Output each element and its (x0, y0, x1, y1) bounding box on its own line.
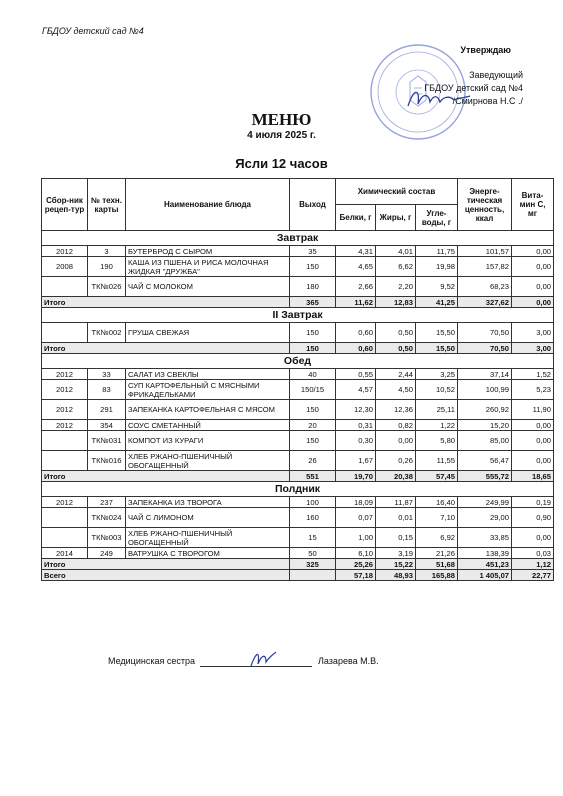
total-cell: 15,50 (416, 343, 458, 354)
table-cell: 150 (290, 257, 336, 277)
col-header-vitamin-c: Вита-мин С, мг (512, 179, 554, 231)
table-cell: 2012 (42, 420, 88, 431)
table-cell: 10,52 (416, 380, 458, 400)
table-cell: 20 (290, 420, 336, 431)
table-cell: 2012 (42, 400, 88, 420)
table-cell: 157,82 (458, 257, 512, 277)
table-cell: 15,50 (416, 323, 458, 343)
total-row (42, 297, 554, 308)
table-cell: 2,44 (376, 369, 416, 380)
total-cell: 555,72 (458, 471, 512, 482)
total-cell: 327,62 (458, 297, 512, 308)
table-cell: ТК№016 (88, 451, 126, 471)
section-title: II Завтрак (42, 308, 554, 323)
table-cell: 260,92 (458, 400, 512, 420)
table-cell: 0,15 (376, 528, 416, 548)
table-cell: ВАТРУШКА С ТВОРОГОМ (126, 548, 290, 559)
menu-table (41, 178, 554, 581)
table-cell: 5,23 (512, 380, 554, 400)
table-cell: 180 (290, 277, 336, 297)
table-cell: 0,82 (376, 420, 416, 431)
table-cell: 0,00 (512, 451, 554, 471)
table-cell: 0,31 (336, 420, 376, 431)
table-cell: 16,40 (416, 497, 458, 508)
table-row (42, 246, 554, 257)
table-cell: 2012 (42, 369, 88, 380)
table-cell: 6,62 (376, 257, 416, 277)
total-label: Итого (42, 559, 290, 570)
table-cell: 11,87 (376, 497, 416, 508)
table-cell: КОМПОТ ИЗ КУРАГИ (126, 431, 290, 451)
total-row (42, 471, 554, 482)
table-row (42, 431, 554, 451)
total-cell: 365 (290, 297, 336, 308)
table-cell: 33,85 (458, 528, 512, 548)
table-cell: ЧАЙ С МОЛОКОМ (126, 277, 290, 297)
table-cell: ТК№026 (88, 277, 126, 297)
table-cell: 0,01 (376, 508, 416, 528)
table-cell: ЗАПЕКАНКА КАРТОФЕЛЬНАЯ С МЯСОМ (126, 400, 290, 420)
total-cell: 12,83 (376, 297, 416, 308)
table-cell: БУТЕРБРОД С СЫРОМ (126, 246, 290, 257)
table-cell: 4,50 (376, 380, 416, 400)
approve-org: ГБДОУ детский сад №4 (424, 83, 523, 93)
grand-total-cell: 165,88 (416, 570, 458, 581)
table-cell: 249,99 (458, 497, 512, 508)
table-cell: 11,75 (416, 246, 458, 257)
grand-total-cell: 22,77 (512, 570, 554, 581)
table-cell: 83 (88, 380, 126, 400)
footer-name: Лазарева М.В. (318, 656, 379, 666)
table-cell: 0,50 (376, 323, 416, 343)
table-cell: 0,60 (336, 323, 376, 343)
section-title: Завтрак (42, 231, 554, 246)
table-cell: 0,03 (512, 548, 554, 559)
table-row (42, 257, 554, 277)
table-cell: САЛАТ ИЗ СВЕКЛЫ (126, 369, 290, 380)
head-signature (404, 84, 474, 112)
table-row (42, 420, 554, 431)
section-header (42, 482, 554, 497)
table-cell: 1,00 (336, 528, 376, 548)
table-cell: 249 (88, 548, 126, 559)
table-row (42, 323, 554, 343)
table-cell: КАША ИЗ ПШЕНА И РИСА МОЛОЧНАЯ ЖИДКАЯ "ДРУЖБА" (126, 257, 290, 277)
table-cell: 26 (290, 451, 336, 471)
table-cell: 2012 (42, 497, 88, 508)
total-label: Итого (42, 343, 290, 354)
table-cell: 2012 (42, 380, 88, 400)
table-cell: 0,00 (512, 277, 554, 297)
table-cell (42, 508, 88, 528)
table-cell: 70,50 (458, 323, 512, 343)
table-row (42, 528, 554, 548)
table-row (42, 380, 554, 400)
table-cell: 29,00 (458, 508, 512, 528)
col-header-fat: Жиры, г (376, 205, 416, 231)
total-cell: 0,60 (336, 343, 376, 354)
table-cell: 56,47 (458, 451, 512, 471)
table-cell: 354 (88, 420, 126, 431)
table-cell: 12,36 (376, 400, 416, 420)
total-cell: 41,25 (416, 297, 458, 308)
grand-total-label: Всего (42, 570, 290, 581)
org-name: ГБДОУ детский сад №4 (42, 26, 144, 36)
grand-total-cell: 57,18 (336, 570, 376, 581)
table-cell: 50 (290, 548, 336, 559)
footer-role: Медицинская сестра (108, 656, 195, 666)
total-cell: 11,62 (336, 297, 376, 308)
table-cell: ТК№031 (88, 431, 126, 451)
table-cell: 68,23 (458, 277, 512, 297)
table-cell: 21,26 (416, 548, 458, 559)
table-row (42, 277, 554, 297)
table-cell: 0,00 (512, 431, 554, 451)
table-cell: 6,92 (416, 528, 458, 548)
table-cell: ТК№024 (88, 508, 126, 528)
table-cell: ХЛЕБ РЖАНО-ПШЕНИЧНЫЙ ОБОГАЩЕННЫЙ (126, 528, 290, 548)
col-header-dish-name: Наименование блюда (126, 179, 290, 231)
table-cell: 150/15 (290, 380, 336, 400)
table-cell: 0,00 (512, 420, 554, 431)
table-cell: 4,31 (336, 246, 376, 257)
table-cell: 0,19 (512, 497, 554, 508)
table-cell (42, 451, 88, 471)
total-cell: 57,45 (416, 471, 458, 482)
table-cell: 0,00 (512, 528, 554, 548)
total-cell: 19,70 (336, 471, 376, 482)
table-cell: ТК№003 (88, 528, 126, 548)
table-cell: 160 (290, 508, 336, 528)
table-cell: 0,30 (336, 431, 376, 451)
table-cell: 291 (88, 400, 126, 420)
table-cell: 100 (290, 497, 336, 508)
nurse-signature (248, 648, 278, 670)
table-cell: 0,55 (336, 369, 376, 380)
grand-total-cell: 1 405,07 (458, 570, 512, 581)
table-cell: 11,90 (512, 400, 554, 420)
grand-total-cell: 48,93 (376, 570, 416, 581)
table-cell: 0,00 (376, 431, 416, 451)
table-cell: 0,00 (512, 257, 554, 277)
table-cell: 0,90 (512, 508, 554, 528)
total-cell: 551 (290, 471, 336, 482)
col-header-collection: Сбор-ник рецеп-тур (42, 179, 88, 231)
table-cell (42, 431, 88, 451)
total-cell: 3,00 (512, 343, 554, 354)
table-cell: 3 (88, 246, 126, 257)
col-header-protein: Белки, г (336, 205, 376, 231)
table-cell: ГРУША СВЕЖАЯ (126, 323, 290, 343)
total-label: Итого (42, 297, 290, 308)
table-cell: 2008 (42, 257, 88, 277)
table-cell: 15 (290, 528, 336, 548)
total-cell: 18,65 (512, 471, 554, 482)
col-header-chem: Химический состав (336, 179, 458, 205)
table-cell: ХЛЕБ РЖАНО-ПШЕНИЧНЫЙ ОБОГАЩЕННЫЙ (126, 451, 290, 471)
table-cell: 1,22 (416, 420, 458, 431)
table-row (42, 400, 554, 420)
grand-total-row (42, 570, 554, 581)
table-cell: 6,10 (336, 548, 376, 559)
section-title: Полдник (42, 482, 554, 497)
table-row (42, 497, 554, 508)
section-title: Обед (42, 354, 554, 369)
total-row (42, 343, 554, 354)
total-cell: 0,00 (512, 297, 554, 308)
col-header-yield: Выход (290, 179, 336, 231)
table-cell: 11,55 (416, 451, 458, 471)
table-cell: 18,09 (336, 497, 376, 508)
total-cell: 20,38 (376, 471, 416, 482)
table-cell: 2,66 (336, 277, 376, 297)
total-cell: 15,22 (376, 559, 416, 570)
table-cell (42, 528, 88, 548)
table-cell: 2,20 (376, 277, 416, 297)
table-cell: СУП КАРТОФЕЛЬНЫЙ С МЯСНЫМИ ФРИКАДЕЛЬКАМИ (126, 380, 290, 400)
table-cell: 7,10 (416, 508, 458, 528)
section-header (42, 231, 554, 246)
table-cell: 0,07 (336, 508, 376, 528)
total-cell: 25,26 (336, 559, 376, 570)
section-header (42, 354, 554, 369)
table-cell: 4,57 (336, 380, 376, 400)
table-cell: 15,20 (458, 420, 512, 431)
table-cell: 85,00 (458, 431, 512, 451)
table-cell: ТК№002 (88, 323, 126, 343)
approve-name: /Смирнова Н.С ./ (452, 96, 523, 106)
total-label: Итого (42, 471, 290, 482)
table-cell: 101,57 (458, 246, 512, 257)
table-cell: 0,00 (512, 246, 554, 257)
col-header-tech-card: № техн. карты (88, 179, 126, 231)
total-cell: 451,23 (458, 559, 512, 570)
grand-total-cell (290, 570, 336, 581)
menu-title: МЕНЮ (251, 110, 312, 129)
table-cell: СОУС СМЕТАННЫЙ (126, 420, 290, 431)
col-header-energy: Энерге-тическая ценность, ккал (458, 179, 512, 231)
table-cell: 150 (290, 323, 336, 343)
table-cell: 35 (290, 246, 336, 257)
table-cell: 138,39 (458, 548, 512, 559)
table-row (42, 508, 554, 528)
table-row (42, 451, 554, 471)
table-cell: 5,80 (416, 431, 458, 451)
total-cell: 0,50 (376, 343, 416, 354)
table-cell: 4,65 (336, 257, 376, 277)
section-header (42, 308, 554, 323)
table-cell: 237 (88, 497, 126, 508)
table-cell: 4,01 (376, 246, 416, 257)
total-row (42, 559, 554, 570)
table-cell: 33 (88, 369, 126, 380)
total-cell: 325 (290, 559, 336, 570)
table-cell: 190 (88, 257, 126, 277)
table-cell: 3,25 (416, 369, 458, 380)
table-cell: 40 (290, 369, 336, 380)
table-cell: 0,26 (376, 451, 416, 471)
total-cell: 1,12 (512, 559, 554, 570)
table-cell: 37,14 (458, 369, 512, 380)
table-cell: 1,52 (512, 369, 554, 380)
col-header-carbs: Угле-воды, г (416, 205, 458, 231)
table-cell: 25,11 (416, 400, 458, 420)
table-cell: ЗАПЕКАНКА ИЗ ТВОРОГА (126, 497, 290, 508)
table-cell (42, 323, 88, 343)
table-cell: 100,99 (458, 380, 512, 400)
table-cell: 150 (290, 431, 336, 451)
total-cell: 70,50 (458, 343, 512, 354)
total-cell: 51,68 (416, 559, 458, 570)
table-cell: 12,30 (336, 400, 376, 420)
table-cell: 3,00 (512, 323, 554, 343)
group-title: Ясли 12 часов (235, 156, 328, 171)
table-cell (42, 277, 88, 297)
table-cell: 2012 (42, 246, 88, 257)
table-cell: 3,19 (376, 548, 416, 559)
table-cell: 19,98 (416, 257, 458, 277)
approve-title: Утверждаю (460, 45, 511, 55)
approve-role: Заведующий (469, 70, 523, 80)
total-cell: 150 (290, 343, 336, 354)
table-row (42, 369, 554, 380)
table-cell: 2014 (42, 548, 88, 559)
table-cell: 9,52 (416, 277, 458, 297)
table-cell: 1,67 (336, 451, 376, 471)
table-cell: 150 (290, 400, 336, 420)
table-row (42, 548, 554, 559)
table-cell: ЧАЙ С ЛИМОНОМ (126, 508, 290, 528)
menu-date: 4 июля 2025 г. (247, 130, 316, 141)
